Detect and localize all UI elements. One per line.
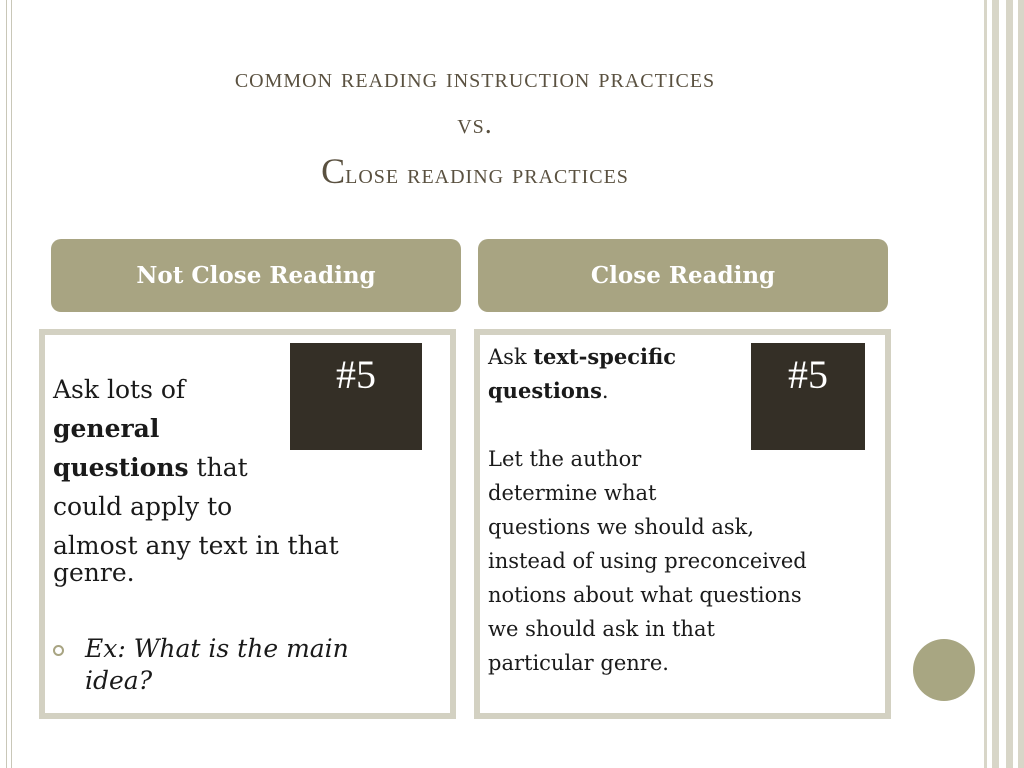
right-para-1-pre: Ask <box>488 345 534 369</box>
not-close-reading-text <box>53 370 403 587</box>
right-para-2-line-2: determine what <box>488 481 657 505</box>
right-para-1-line-1 <box>488 340 883 374</box>
close-reading-text <box>488 340 883 680</box>
number-badge-right: #5 <box>751 343 865 450</box>
header-not-close-reading: Not Close Reading <box>51 239 461 312</box>
title-line-3-cap: C <box>321 151 346 191</box>
header-close-reading: Close Reading <box>478 239 888 312</box>
left-line-3-rest: that <box>188 453 248 482</box>
right-para-2-line-5: notions about what questions <box>488 583 802 607</box>
left-line-4: could apply to <box>53 492 233 521</box>
left-line-3 <box>53 448 403 487</box>
right-para-2-line-6: we should ask in that <box>488 617 715 641</box>
left-line-1: Ask lots of <box>53 375 186 404</box>
bullet-circle-icon <box>53 645 64 656</box>
decorative-circle <box>913 639 975 701</box>
title-line-3 <box>40 148 910 202</box>
title-line-1: common reading instruction practices <box>234 63 716 94</box>
left-line-2: general <box>53 414 160 443</box>
right-para-2-line-1: Let the author <box>488 447 642 471</box>
slide-title <box>40 56 910 202</box>
right-para-1-bold-2: questions <box>488 378 602 403</box>
left-line-5: almost any text in that <box>53 531 339 560</box>
example-text: Ex: What is the main idea? <box>85 634 349 695</box>
paragraph-gap <box>488 408 883 442</box>
slide-frame-left <box>6 0 12 768</box>
slide-frame-right <box>978 0 1024 768</box>
right-para-1-bold-1: text-specific <box>533 344 677 369</box>
example-bullet <box>53 633 413 697</box>
left-line-3-bold: questions <box>53 453 189 482</box>
title-line-3-rest: lose reading practices <box>345 159 629 190</box>
right-para-1-line-2 <box>488 374 883 408</box>
number-badge-left: #5 <box>290 343 422 450</box>
right-para-2-line-7: particular genre. <box>488 651 669 675</box>
right-para-2-line-3: questions we should ask, <box>488 515 755 539</box>
right-para-2-line-4: instead of using preconceived <box>488 549 807 573</box>
left-line-6: genre. <box>53 558 135 587</box>
title-line-2: vs. <box>457 109 493 140</box>
right-para-1-end: . <box>601 379 609 403</box>
